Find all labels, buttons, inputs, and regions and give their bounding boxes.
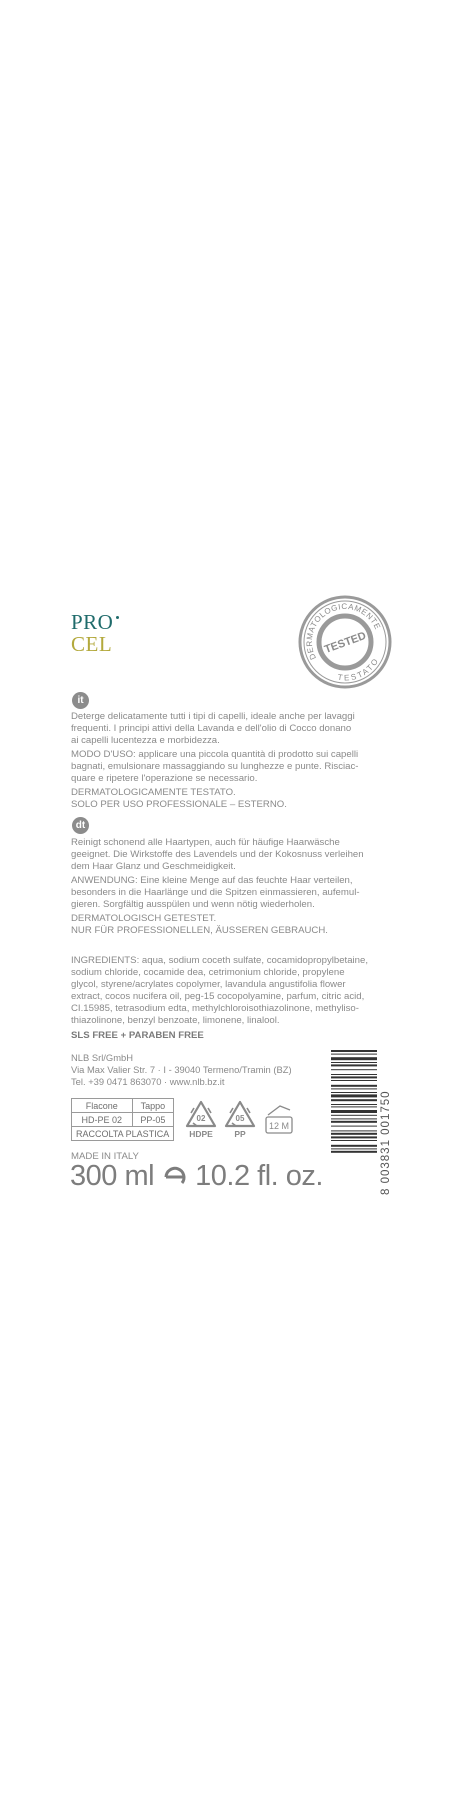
ingredients-line: glycol, styrene/acrylates copolymer, lavandula angustifolia flower	[71, 979, 346, 990]
barcode-bar	[331, 1133, 377, 1135]
ingredients-line: sodium chloride, cocamide dea, cetrimonium chloride, propylene	[71, 967, 345, 978]
dermatologically-tested-seal	[298, 595, 392, 689]
de-line: geeignet. Die Wirkstoffe des Lavendels und der Kokosnuss verleihen	[71, 849, 364, 860]
barcode-bar	[331, 1076, 377, 1078]
barcode-bar	[331, 1136, 377, 1138]
recycling-header: Flacone	[72, 1099, 133, 1113]
barcode-bar	[331, 1151, 377, 1153]
barcode-bar	[331, 1062, 377, 1063]
barcode-bar	[331, 1069, 377, 1070]
language-badge-dt: dt	[72, 817, 89, 834]
pao-label: 12 M	[268, 1121, 290, 1131]
recycling-code: PP-05	[132, 1113, 174, 1127]
barcode-bar	[331, 1057, 377, 1060]
recycling-table	[71, 1098, 174, 1141]
it-line: quare e ripetere l'operazione se necessario.	[71, 773, 258, 784]
barcode-bar	[331, 1099, 377, 1101]
ingredients-line: CI.15985, tetrasodium edta, methylchloroisothiazolinone, methyliso-	[71, 1003, 359, 1014]
recycling-footer: RACCOLTA PLASTICA	[72, 1127, 174, 1141]
barcode-bar	[331, 1054, 377, 1055]
company-address: Via Max Valier Str. 7 · I - 39040 Termeno/Tramin (BZ)	[71, 1064, 292, 1075]
hdpe-number: 02	[196, 1114, 206, 1123]
de-line: gieren. Sorgfältig ausspülen und wenn nötig wiederholen.	[71, 899, 315, 910]
volume	[70, 1160, 323, 1193]
barcode-bar	[331, 1140, 377, 1141]
company-name: NLB Srl/GmbH	[71, 1052, 133, 1063]
it-line: MODO D'USO: applicare una piccola quantità di prodotto sui capelli	[71, 749, 359, 760]
barcode-bar	[331, 1121, 377, 1123]
recycle-hdpe-icon	[183, 1099, 219, 1139]
it-line: bagnati, emulsionare massaggiando su lunghezze e punte. Risciac-	[71, 761, 359, 772]
de-line: DERMATOLOGISCH GETESTET.	[71, 913, 217, 924]
barcode-bar	[331, 1104, 377, 1105]
barcode-bar	[331, 1106, 377, 1107]
seal-ring-bottom: TESTATO	[336, 656, 381, 683]
pp-number: 05	[235, 1114, 245, 1123]
it-line: frequenti. I principi attivi della Lavanda e dell'olio di Cocco donano	[71, 723, 352, 734]
brand-line-2: CEL	[71, 632, 113, 656]
volume-ml: 300 ml	[70, 1160, 155, 1192]
barcode-bar	[331, 1145, 377, 1147]
it-line: Deterge delicatamente tutti i tipi di capelli, ideale anche per lavaggi	[71, 711, 355, 722]
barcode-bar	[331, 1148, 377, 1149]
origin: MADE IN ITALY	[71, 1151, 139, 1162]
seal-ring-top: DERMATOLOGICAMENTE	[304, 601, 383, 662]
period-after-opening-icon	[262, 1101, 296, 1139]
barcode-bar	[331, 1050, 377, 1052]
barcode-digits: 8 003831 001750	[380, 1090, 392, 1195]
barcode-bar	[331, 1064, 377, 1066]
ingredients-line: INGREDIENTS: aqua, sodium coceth sulfate, cocamidopropylbetaine,	[71, 955, 369, 966]
company-address-block	[71, 1052, 321, 1088]
barcode-bar	[331, 1080, 377, 1081]
recycling-code: HD-PE 02	[72, 1113, 133, 1127]
volume-oz: 10.2 fl. oz.	[195, 1160, 323, 1192]
barcode-bar	[331, 1115, 377, 1116]
company-contact: Tel. +39 0471 863070 · www.nlb.bz.it	[71, 1076, 225, 1087]
de-line: NUR FÜR PROFESSIONELLEN, ÄUSSEREN GEBRAUCH.	[71, 925, 328, 936]
barcode-bar	[331, 1088, 377, 1089]
de-line: ANWENDUNG: Eine kleine Menge auf das feuchte Haar verteilen,	[71, 875, 353, 886]
brand-line-1: PRO	[71, 610, 114, 634]
language-badge-it: it	[72, 692, 89, 709]
ingredients-line: extract, cocos nucifera oil, peg-15 cocopolyamine, parfum, citric acid,	[71, 991, 365, 1002]
de-line: dem Haar Glanz und Geschmeidigkeit.	[71, 861, 236, 872]
brand-dot	[116, 616, 119, 619]
ingredients	[71, 955, 389, 1042]
seal-center-text: TESTED	[322, 629, 368, 657]
hdpe-label: HDPE	[189, 1129, 213, 1139]
barcode-bar	[331, 1118, 377, 1119]
de-line: besonders in die Haarlänge und die Spitzen einmassieren, aufemul-	[71, 887, 360, 898]
recycling-header: Tappo	[132, 1099, 174, 1113]
recycle-pp-icon	[222, 1099, 258, 1139]
barcode-bar	[331, 1094, 377, 1097]
german-text	[71, 837, 389, 937]
estimated-sign-icon	[162, 1164, 188, 1190]
free-claim: SLS FREE + PARABEN FREE	[71, 1030, 204, 1041]
it-line: SOLO PER USO PROFESSIONALE – ESTERNO.	[71, 799, 287, 810]
italian-text	[71, 711, 389, 811]
barcode-bar	[331, 1110, 377, 1113]
it-line: ai capelli lucentezza e morbidezza.	[71, 735, 220, 746]
barcode-bar	[331, 1074, 377, 1075]
barcode-bar	[331, 1085, 377, 1087]
barcode-bar	[331, 1092, 377, 1093]
it-line: DERMATOLOGICAMENTE TESTATO.	[71, 787, 236, 798]
de-line: Reinigt schonend alle Haartypen, auch für häufige Haarwäsche	[71, 837, 340, 848]
barcode-bar	[331, 1130, 377, 1131]
pp-label: PP	[234, 1129, 246, 1139]
barcode-bar	[331, 1126, 377, 1127]
ingredients-line: thiazolinone, benzyl benzoate, limonene, linalool.	[71, 1015, 280, 1026]
